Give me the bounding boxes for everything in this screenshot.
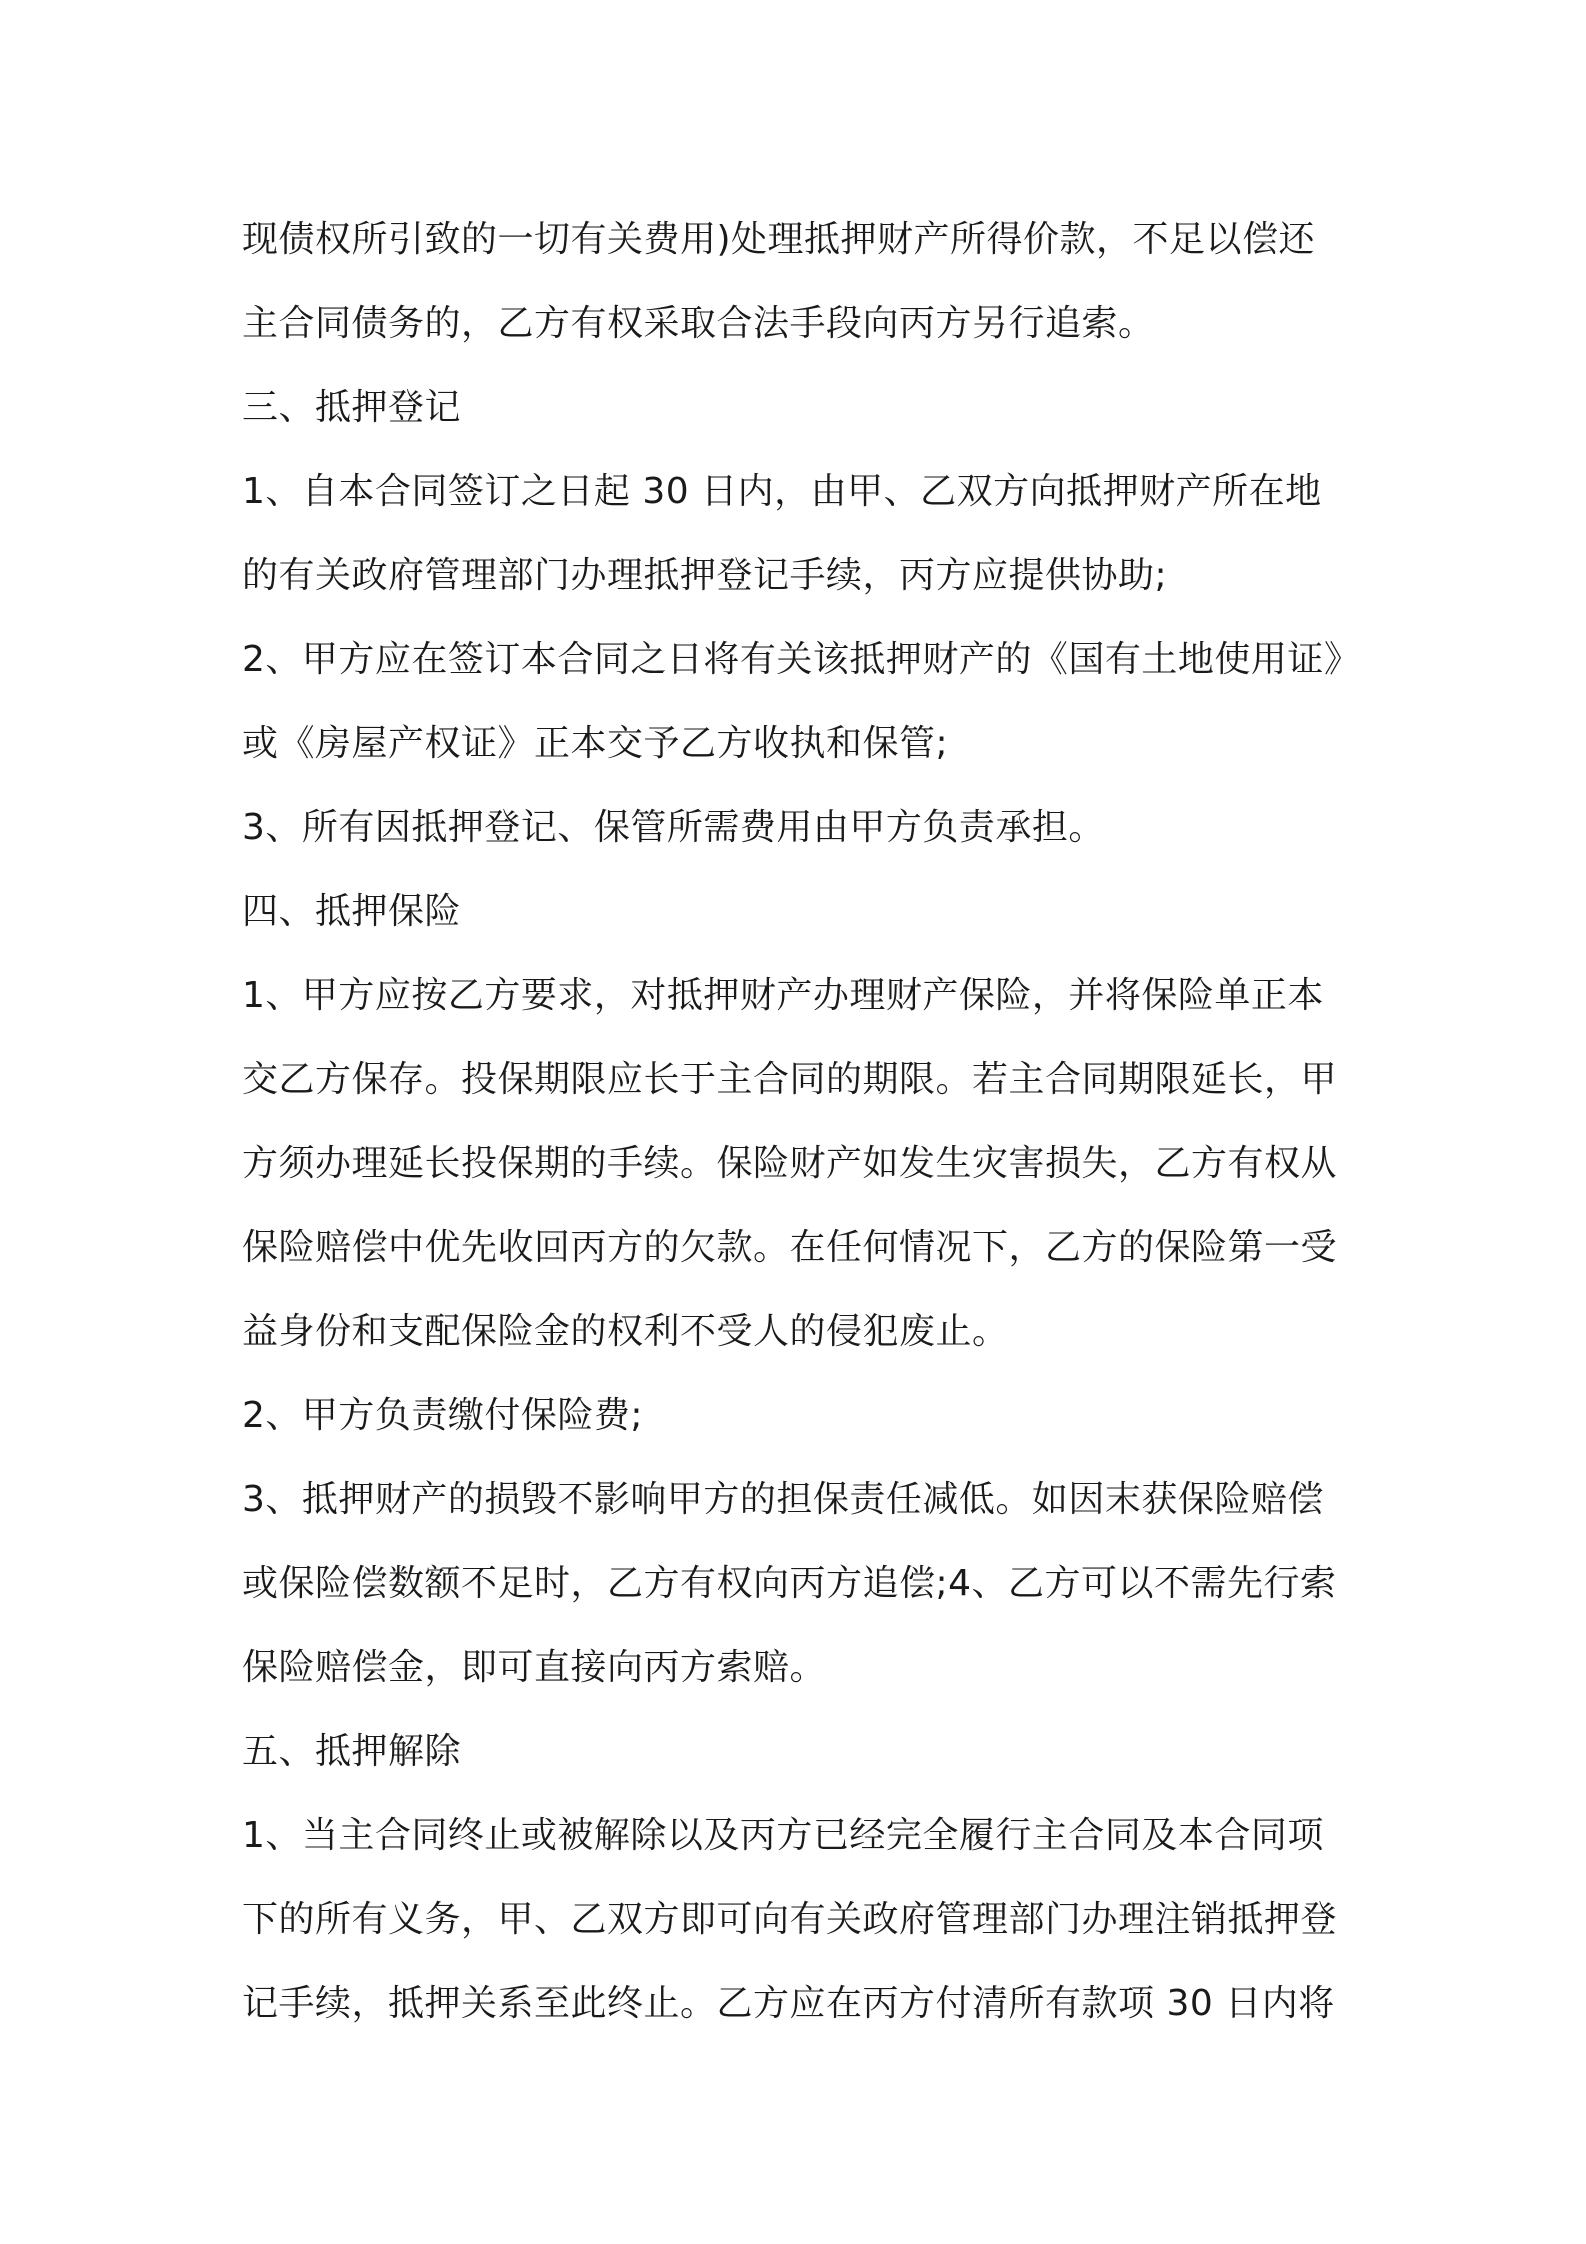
- text-line: 3、抵押财产的损毁不影响甲方的担保责任减低。如因末获保险赔偿: [242, 1479, 1324, 1520]
- text-line: 或保险偿数额不足时，乙方有权向丙方追偿;4、乙方可以不需先行索: [242, 1563, 1337, 1604]
- text-line: 1、当主合同终止或被解除以及丙方已经完全履行主合同及本合同项: [242, 1815, 1324, 1856]
- text-line: 交乙方保存。投保期限应长于主合同的期限。若主合同期限延长，甲: [242, 1059, 1338, 1100]
- text-line: 方须办理延长投保期的手续。保险财产如发生灾害损失，乙方有权从: [242, 1143, 1338, 1184]
- text-line: 主合同债务的，乙方有权采取合法手段向丙方另行追索。: [242, 303, 1155, 344]
- text-line: 下的所有义务，甲、乙双方即可向有关政府管理部门办理注销抵押登: [242, 1899, 1338, 1940]
- section-heading-mortgage-insurance: 四、抵押保险: [242, 891, 462, 932]
- text-line: 或《房屋产权证》正本交予乙方收执和保管;: [242, 723, 949, 764]
- text-line: 2、甲方应在签订本合同之日将有关该抵押财产的《国有土地使用证》: [242, 639, 1361, 680]
- text-line: 1、自本合同签订之日起 30 日内，由甲、乙双方向抵押财产所在地: [242, 471, 1322, 512]
- text-line: 记手续，抵押关系至此终止。乙方应在丙方付清所有款项 30 日内将: [242, 1983, 1335, 2024]
- text-line: 1、甲方应按乙方要求，对抵押财产办理财产保险，并将保险单正本: [242, 975, 1324, 1016]
- document-body: [242, 198, 1362, 2046]
- text-line: 保险赔偿中优先收回丙方的欠款。在任何情况下，乙方的保险第一受: [242, 1227, 1338, 1268]
- text-line: 益身份和支配保险金的权利不受人的侵犯废止。: [242, 1311, 1009, 1352]
- text-line: 的有关政府管理部门办理抵押登记手续，丙方应提供协助;: [242, 555, 1168, 596]
- text-line: 2、甲方负责缴付保险费;: [242, 1395, 644, 1436]
- section-heading-mortgage-registration: 三、抵押登记: [242, 387, 462, 428]
- text-line: 保险赔偿金，即可直接向丙方索赔。: [242, 1647, 827, 1688]
- section-heading-mortgage-release: 五、抵押解除: [242, 1731, 462, 1772]
- text-line: 现债权所引致的一切有关费用)处理抵押财产所得价款，不足以偿还: [242, 219, 1316, 260]
- text-line: 3、所有因抵押登记、保管所需费用由甲方负责承担。: [242, 807, 1105, 848]
